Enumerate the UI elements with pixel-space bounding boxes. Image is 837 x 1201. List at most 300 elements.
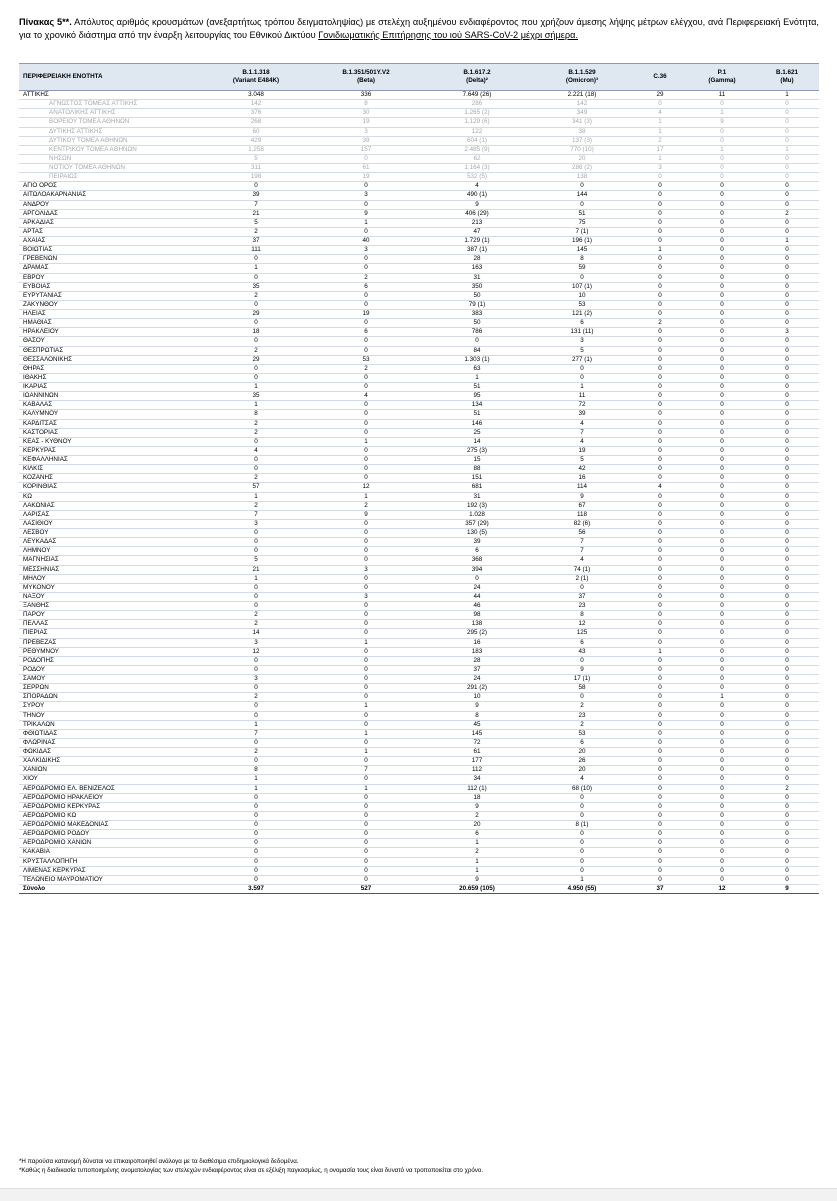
count-cell: 0 bbox=[755, 821, 819, 830]
count-cell: 0 bbox=[755, 547, 819, 556]
count-cell: 1 bbox=[311, 784, 421, 793]
count-cell: 6 bbox=[421, 547, 533, 556]
count-cell: 0 bbox=[421, 574, 533, 583]
table-row bbox=[19, 656, 819, 665]
count-cell: 26 bbox=[533, 757, 631, 766]
count-cell: 151 bbox=[421, 474, 533, 483]
count-cell: 39 bbox=[201, 191, 311, 200]
region-name-cell: ΚΟΖΑΝΗΣ bbox=[19, 474, 201, 483]
count-cell: 19 bbox=[311, 118, 421, 127]
count-cell: 1 bbox=[311, 437, 421, 446]
count-cell: 2 bbox=[201, 693, 311, 702]
count-cell: 0 bbox=[755, 282, 819, 291]
count-cell: 0 bbox=[755, 702, 819, 711]
count-cell: 0 bbox=[689, 100, 755, 109]
count-cell: 1 bbox=[421, 866, 533, 875]
count-cell: 0 bbox=[311, 821, 421, 830]
count-cell: 0 bbox=[689, 355, 755, 364]
region-name-cell: ΗΜΑΘΙΑΣ bbox=[19, 319, 201, 328]
variants-table bbox=[19, 63, 819, 894]
count-cell: 0 bbox=[421, 337, 533, 346]
region-name-cell: ΛΗΜΝΟΥ bbox=[19, 547, 201, 556]
region-name-cell: ΠΕΙΡΑΙΩΣ bbox=[19, 173, 201, 182]
count-cell: 0 bbox=[689, 310, 755, 319]
count-cell: 88 bbox=[421, 465, 533, 474]
count-cell: 0 bbox=[755, 300, 819, 309]
count-cell: 7 bbox=[533, 547, 631, 556]
count-cell: 11 bbox=[689, 91, 755, 100]
column-header-line1: ΠΕΡΙΦΕΡΕΙΑΚΗ ΕΝΟΤΗΤΑ bbox=[23, 73, 103, 80]
count-cell: 51 bbox=[533, 209, 631, 218]
count-cell: 0 bbox=[201, 757, 311, 766]
table-row bbox=[19, 364, 819, 373]
count-cell: 0 bbox=[689, 501, 755, 510]
table-row bbox=[19, 638, 819, 647]
count-cell: 10 bbox=[533, 291, 631, 300]
count-cell: 291 (2) bbox=[421, 684, 533, 693]
count-cell: 2 bbox=[533, 720, 631, 729]
count-cell: 0 bbox=[311, 200, 421, 209]
count-cell: 0 bbox=[201, 437, 311, 446]
count-cell: 0 bbox=[631, 592, 689, 601]
table-row bbox=[19, 839, 819, 848]
count-cell: 0 bbox=[689, 164, 755, 173]
count-cell: 60 bbox=[201, 127, 311, 136]
count-cell: 0 bbox=[755, 757, 819, 766]
count-cell: 0 bbox=[311, 802, 421, 811]
region-name-cell: ΚΑΛΥΜΝΟΥ bbox=[19, 410, 201, 419]
region-name-cell: ΧΙΟΥ bbox=[19, 775, 201, 784]
count-cell: 0 bbox=[689, 182, 755, 191]
column-header-line1: B.1.1.318 bbox=[242, 69, 270, 76]
count-cell: 0 bbox=[689, 629, 755, 638]
count-cell: 0 bbox=[311, 428, 421, 437]
count-cell: 3 bbox=[311, 592, 421, 601]
count-cell: 0 bbox=[755, 501, 819, 510]
region-name-cell: ΝΑΞΟΥ bbox=[19, 592, 201, 601]
count-cell: 0 bbox=[631, 291, 689, 300]
count-cell: 53 bbox=[311, 355, 421, 364]
count-cell: 277 (1) bbox=[533, 355, 631, 364]
count-cell: 0 bbox=[755, 675, 819, 684]
count-cell: 0 bbox=[755, 510, 819, 519]
column-header-line1: C.36 bbox=[653, 73, 667, 80]
count-cell: 0 bbox=[755, 291, 819, 300]
count-cell: 0 bbox=[201, 866, 311, 875]
table-subrow bbox=[19, 127, 819, 136]
count-cell: 0 bbox=[533, 693, 631, 702]
region-name-cell: ΑΡΓΟΛΙΔΑΣ bbox=[19, 209, 201, 218]
count-cell: 0 bbox=[755, 711, 819, 720]
count-cell: 770 (10) bbox=[533, 145, 631, 154]
count-cell: 0 bbox=[755, 246, 819, 255]
count-cell: 1.265 (2) bbox=[421, 109, 533, 118]
count-cell: 1 bbox=[311, 492, 421, 501]
count-cell: 144 bbox=[533, 191, 631, 200]
count-cell: 0 bbox=[533, 364, 631, 373]
count-cell: 1 bbox=[689, 109, 755, 118]
count-cell: 0 bbox=[755, 364, 819, 373]
count-cell: 0 bbox=[755, 456, 819, 465]
footnotes bbox=[19, 1157, 819, 1175]
count-cell: 2 bbox=[755, 784, 819, 793]
count-cell: 2 bbox=[421, 848, 533, 857]
count-cell: 0 bbox=[631, 684, 689, 693]
count-cell: 268 bbox=[201, 118, 311, 127]
count-cell: 0 bbox=[311, 154, 421, 163]
count-cell: 14 bbox=[201, 629, 311, 638]
count-cell: 0 bbox=[755, 565, 819, 574]
count-cell: 29 bbox=[201, 355, 311, 364]
table-row bbox=[19, 310, 819, 319]
region-name-cell: ΚΕΝΤΡΙΚΟΥ ΤΟΜΕΑ ΑΘΗΝΩΝ bbox=[19, 145, 201, 154]
region-name-cell: ΠΡΕΒΕΖΑΣ bbox=[19, 638, 201, 647]
count-cell: 0 bbox=[201, 529, 311, 538]
count-cell: 394 bbox=[421, 565, 533, 574]
count-cell: 2 bbox=[311, 273, 421, 282]
count-cell: 0 bbox=[755, 647, 819, 656]
count-cell: 0 bbox=[631, 410, 689, 419]
table-row bbox=[19, 729, 819, 738]
count-cell: 0 bbox=[689, 154, 755, 163]
region-name-cell: ΠΑΡΟΥ bbox=[19, 611, 201, 620]
count-cell: 3 bbox=[311, 127, 421, 136]
count-cell: 0 bbox=[755, 392, 819, 401]
count-cell: 7 bbox=[533, 538, 631, 547]
count-cell: 19 bbox=[311, 310, 421, 319]
table-row bbox=[19, 611, 819, 620]
count-cell: 0 bbox=[689, 538, 755, 547]
count-cell: 8 bbox=[201, 766, 311, 775]
total-count-cell: 3.597 bbox=[201, 884, 311, 893]
table-row bbox=[19, 866, 819, 875]
count-cell: 12 bbox=[311, 483, 421, 492]
count-cell: 532 (5) bbox=[421, 173, 533, 182]
count-cell: 5 bbox=[201, 556, 311, 565]
count-cell: 0 bbox=[311, 410, 421, 419]
total-count-cell: 9 bbox=[755, 884, 819, 893]
count-cell: 39 bbox=[311, 136, 421, 145]
count-cell: 0 bbox=[311, 446, 421, 455]
count-cell: 0 bbox=[311, 830, 421, 839]
count-cell: 0 bbox=[689, 729, 755, 738]
count-cell: 7 bbox=[201, 200, 311, 209]
count-cell: 1 bbox=[533, 383, 631, 392]
count-cell: 1 bbox=[421, 373, 533, 382]
count-cell: 0 bbox=[311, 656, 421, 665]
table-header bbox=[19, 64, 819, 91]
table-row bbox=[19, 437, 819, 446]
count-cell: 9 bbox=[311, 209, 421, 218]
count-cell: 0 bbox=[311, 346, 421, 355]
count-cell: 350 bbox=[421, 282, 533, 291]
count-cell: 0 bbox=[689, 775, 755, 784]
count-cell: 20 bbox=[533, 748, 631, 757]
count-cell: 0 bbox=[755, 164, 819, 173]
count-cell: 24 bbox=[421, 583, 533, 592]
count-cell: 3 bbox=[201, 638, 311, 647]
count-cell: 0 bbox=[755, 839, 819, 848]
count-cell: 0 bbox=[755, 154, 819, 163]
count-cell: 0 bbox=[311, 611, 421, 620]
count-cell: 0 bbox=[755, 264, 819, 273]
table-row bbox=[19, 200, 819, 209]
count-cell: 0 bbox=[689, 529, 755, 538]
count-cell: 8 bbox=[533, 255, 631, 264]
count-cell: 50 bbox=[421, 291, 533, 300]
count-cell: 0 bbox=[631, 446, 689, 455]
region-name-cell: ΣΠΟΡΑΔΩΝ bbox=[19, 693, 201, 702]
count-cell: 7 bbox=[311, 766, 421, 775]
count-cell: 0 bbox=[631, 300, 689, 309]
count-cell: 0 bbox=[311, 547, 421, 556]
count-cell: 0 bbox=[689, 383, 755, 392]
count-cell: 23 bbox=[533, 602, 631, 611]
count-cell: 0 bbox=[689, 291, 755, 300]
count-cell: 0 bbox=[631, 775, 689, 784]
count-cell: 0 bbox=[631, 282, 689, 291]
count-cell: 0 bbox=[631, 182, 689, 191]
count-cell: 0 bbox=[631, 401, 689, 410]
count-cell: 0 bbox=[689, 802, 755, 811]
region-name-cell: ΡΟΔΟΠΗΣ bbox=[19, 656, 201, 665]
count-cell: 8 bbox=[421, 711, 533, 720]
count-cell: 0 bbox=[201, 456, 311, 465]
count-cell: 0 bbox=[689, 757, 755, 766]
count-cell: 0 bbox=[631, 529, 689, 538]
count-cell: 0 bbox=[201, 547, 311, 556]
count-cell: 6 bbox=[311, 282, 421, 291]
count-cell: 3 bbox=[755, 328, 819, 337]
count-cell: 1 bbox=[201, 492, 311, 501]
count-cell: 107 (1) bbox=[533, 282, 631, 291]
count-cell: 1.028 bbox=[421, 510, 533, 519]
count-cell: 3 bbox=[631, 164, 689, 173]
count-cell: 0 bbox=[755, 656, 819, 665]
count-cell: 0 bbox=[201, 602, 311, 611]
count-cell: 23 bbox=[533, 711, 631, 720]
count-cell: 5 bbox=[201, 218, 311, 227]
count-cell: 0 bbox=[311, 675, 421, 684]
count-cell: 0 bbox=[201, 702, 311, 711]
region-name-cell: ΘΕΣΠΡΩΤΙΑΣ bbox=[19, 346, 201, 355]
count-cell: 118 bbox=[533, 510, 631, 519]
count-cell: 0 bbox=[755, 620, 819, 629]
count-cell: 0 bbox=[689, 492, 755, 501]
column-header-line2: (Delta)² bbox=[466, 77, 488, 84]
count-cell: 9 bbox=[421, 802, 533, 811]
count-cell: 0 bbox=[689, 337, 755, 346]
count-cell: 0 bbox=[533, 848, 631, 857]
count-cell: 0 bbox=[755, 227, 819, 236]
table-row bbox=[19, 510, 819, 519]
count-cell: 6 bbox=[311, 328, 421, 337]
table-subrow bbox=[19, 118, 819, 127]
table-row bbox=[19, 811, 819, 820]
count-cell: 82 (6) bbox=[533, 519, 631, 528]
count-cell: 1 bbox=[689, 145, 755, 154]
region-name-cell: ΑΝΑΤΟΛΙΚΗΣ ΑΤΤΙΚΗΣ bbox=[19, 109, 201, 118]
count-cell: 0 bbox=[689, 237, 755, 246]
count-cell: 2 bbox=[201, 611, 311, 620]
count-cell: 2 bbox=[201, 428, 311, 437]
region-name-cell: ΡΟΔΟΥ bbox=[19, 665, 201, 674]
count-cell: 0 bbox=[311, 720, 421, 729]
count-cell: 1 bbox=[201, 383, 311, 392]
count-cell: 1 bbox=[311, 638, 421, 647]
count-cell: 0 bbox=[755, 592, 819, 601]
count-cell: 0 bbox=[689, 821, 755, 830]
count-cell: 4 bbox=[201, 446, 311, 455]
count-cell: 0 bbox=[631, 510, 689, 519]
count-cell: 0 bbox=[201, 711, 311, 720]
count-cell: 0 bbox=[689, 592, 755, 601]
count-cell: 28 bbox=[421, 656, 533, 665]
count-cell: 0 bbox=[201, 839, 311, 848]
count-cell: 0 bbox=[631, 373, 689, 382]
count-cell: 0 bbox=[311, 373, 421, 382]
count-cell: 131 (11) bbox=[533, 328, 631, 337]
count-cell: 0 bbox=[755, 465, 819, 474]
viewer-bottom-bar bbox=[0, 1188, 837, 1201]
count-cell: 0 bbox=[755, 638, 819, 647]
region-name-cell: ΚΕΦΑΛΛΗΝΙΑΣ bbox=[19, 456, 201, 465]
count-cell: 7 bbox=[201, 510, 311, 519]
count-cell: 0 bbox=[755, 693, 819, 702]
region-name-cell: ΦΛΩΡΙΝΑΣ bbox=[19, 738, 201, 747]
count-cell: 0 bbox=[755, 346, 819, 355]
count-cell: 63 bbox=[421, 364, 533, 373]
count-cell: 0 bbox=[631, 875, 689, 884]
region-name-cell: ΗΛΕΙΑΣ bbox=[19, 310, 201, 319]
region-name-cell: ΚΟΡΙΝΘΙΑΣ bbox=[19, 483, 201, 492]
total-count-cell: 527 bbox=[311, 884, 421, 893]
table-row bbox=[19, 848, 819, 857]
count-cell: 0 bbox=[631, 711, 689, 720]
region-name-cell: ΚΑΒΑΛΑΣ bbox=[19, 401, 201, 410]
count-cell: 0 bbox=[311, 574, 421, 583]
footnote-1: *Η παρούσα κατανομή δύναται να επικαιροποιηθεί ανάλογα με τα διαθέσιμα επιδημιολογικά δεδομένα. bbox=[19, 1158, 299, 1165]
count-cell: 0 bbox=[755, 419, 819, 428]
count-cell: 3 bbox=[201, 675, 311, 684]
column-header bbox=[201, 64, 311, 91]
count-cell: 0 bbox=[689, 830, 755, 839]
table-row bbox=[19, 483, 819, 492]
count-cell: 29 bbox=[631, 91, 689, 100]
count-cell: 1.303 (1) bbox=[421, 355, 533, 364]
count-cell: 0 bbox=[201, 583, 311, 592]
count-cell: 3 bbox=[311, 191, 421, 200]
count-cell: 286 bbox=[421, 100, 533, 109]
count-cell: 0 bbox=[631, 173, 689, 182]
region-name-cell: ΔΥΤΙΚΟΥ ΤΟΜΕΑ ΑΘΗΝΩΝ bbox=[19, 136, 201, 145]
table-row bbox=[19, 401, 819, 410]
count-cell: 0 bbox=[631, 218, 689, 227]
count-cell: 17 bbox=[631, 145, 689, 154]
count-cell: 0 bbox=[201, 592, 311, 601]
count-cell: 1 bbox=[201, 775, 311, 784]
count-cell: 0 bbox=[755, 729, 819, 738]
table-body bbox=[19, 91, 819, 894]
count-cell: 196 (1) bbox=[533, 237, 631, 246]
table-row bbox=[19, 291, 819, 300]
count-cell: 0 bbox=[631, 574, 689, 583]
column-header bbox=[631, 64, 689, 91]
count-cell: 68 (10) bbox=[533, 784, 631, 793]
count-cell: 0 bbox=[311, 300, 421, 309]
count-cell: 3.048 bbox=[201, 91, 311, 100]
count-cell: 0 bbox=[689, 519, 755, 528]
count-cell: 0 bbox=[755, 401, 819, 410]
count-cell: 59 bbox=[533, 264, 631, 273]
count-cell: 6 bbox=[421, 830, 533, 839]
count-cell: 0 bbox=[689, 738, 755, 747]
count-cell: 0 bbox=[311, 811, 421, 820]
count-cell: 18 bbox=[201, 328, 311, 337]
count-cell: 0 bbox=[755, 310, 819, 319]
table-row bbox=[19, 574, 819, 583]
count-cell: 19 bbox=[311, 173, 421, 182]
count-cell: 0 bbox=[755, 109, 819, 118]
count-cell: 0 bbox=[689, 620, 755, 629]
region-name-cell: ΑΕΡΟΔΡΟΜΙΟ ΧΑΝΙΩΝ bbox=[19, 839, 201, 848]
region-name-cell: ΑΓΙΟ ΟΡΟΣ bbox=[19, 182, 201, 191]
count-cell: 0 bbox=[311, 556, 421, 565]
count-cell: 0 bbox=[631, 811, 689, 820]
count-cell: 0 bbox=[755, 538, 819, 547]
table-row bbox=[19, 255, 819, 264]
column-header bbox=[311, 64, 421, 91]
region-name-cell: ΚΑΚΑΒΙΑ bbox=[19, 848, 201, 857]
column-header-line1: B.1.621 bbox=[775, 69, 799, 76]
count-cell: 0 bbox=[631, 419, 689, 428]
column-header bbox=[689, 64, 755, 91]
count-cell: 0 bbox=[631, 273, 689, 282]
count-cell: 0 bbox=[689, 392, 755, 401]
region-name-cell: ΛΑΣΙΘΙΟΥ bbox=[19, 519, 201, 528]
count-cell: 2.221 (18) bbox=[533, 91, 631, 100]
count-cell: 74 (1) bbox=[533, 565, 631, 574]
count-cell: 0 bbox=[311, 419, 421, 428]
count-cell: 46 bbox=[421, 602, 533, 611]
region-name-cell: ΑΕΡΟΔΡΟΜΙΟ ΚΩ bbox=[19, 811, 201, 820]
region-name-cell: ΙΘΑΚΗΣ bbox=[19, 373, 201, 382]
count-cell: 0 bbox=[631, 264, 689, 273]
count-cell: 9 bbox=[421, 875, 533, 884]
total-row bbox=[19, 884, 819, 893]
region-name-cell: ΖΑΚΥΝΘΟΥ bbox=[19, 300, 201, 309]
table-row bbox=[19, 191, 819, 200]
region-name-cell: ΗΡΑΚΛΕΙΟΥ bbox=[19, 328, 201, 337]
table-row bbox=[19, 474, 819, 483]
count-cell: 138 bbox=[421, 620, 533, 629]
table-row bbox=[19, 720, 819, 729]
count-cell: 0 bbox=[631, 519, 689, 528]
count-cell: 2 bbox=[201, 474, 311, 483]
count-cell: 0 bbox=[631, 830, 689, 839]
region-name-cell: ΑΓΝΩΣΤΟΣ ΤΟΜΕΑΣ ΑΤΤΙΚΗΣ bbox=[19, 100, 201, 109]
count-cell: 121 (2) bbox=[533, 310, 631, 319]
table-row bbox=[19, 218, 819, 227]
table-row bbox=[19, 821, 819, 830]
count-cell: 0 bbox=[631, 383, 689, 392]
region-name-cell: ΘΑΣΟΥ bbox=[19, 337, 201, 346]
count-cell: 0 bbox=[755, 720, 819, 729]
table-subrow bbox=[19, 100, 819, 109]
region-name-cell: ΑΕΡΟΔΡΟΜΙΟ ΗΡΑΚΛΕΙΟΥ bbox=[19, 793, 201, 802]
count-cell: 0 bbox=[631, 100, 689, 109]
count-cell: 5 bbox=[533, 456, 631, 465]
